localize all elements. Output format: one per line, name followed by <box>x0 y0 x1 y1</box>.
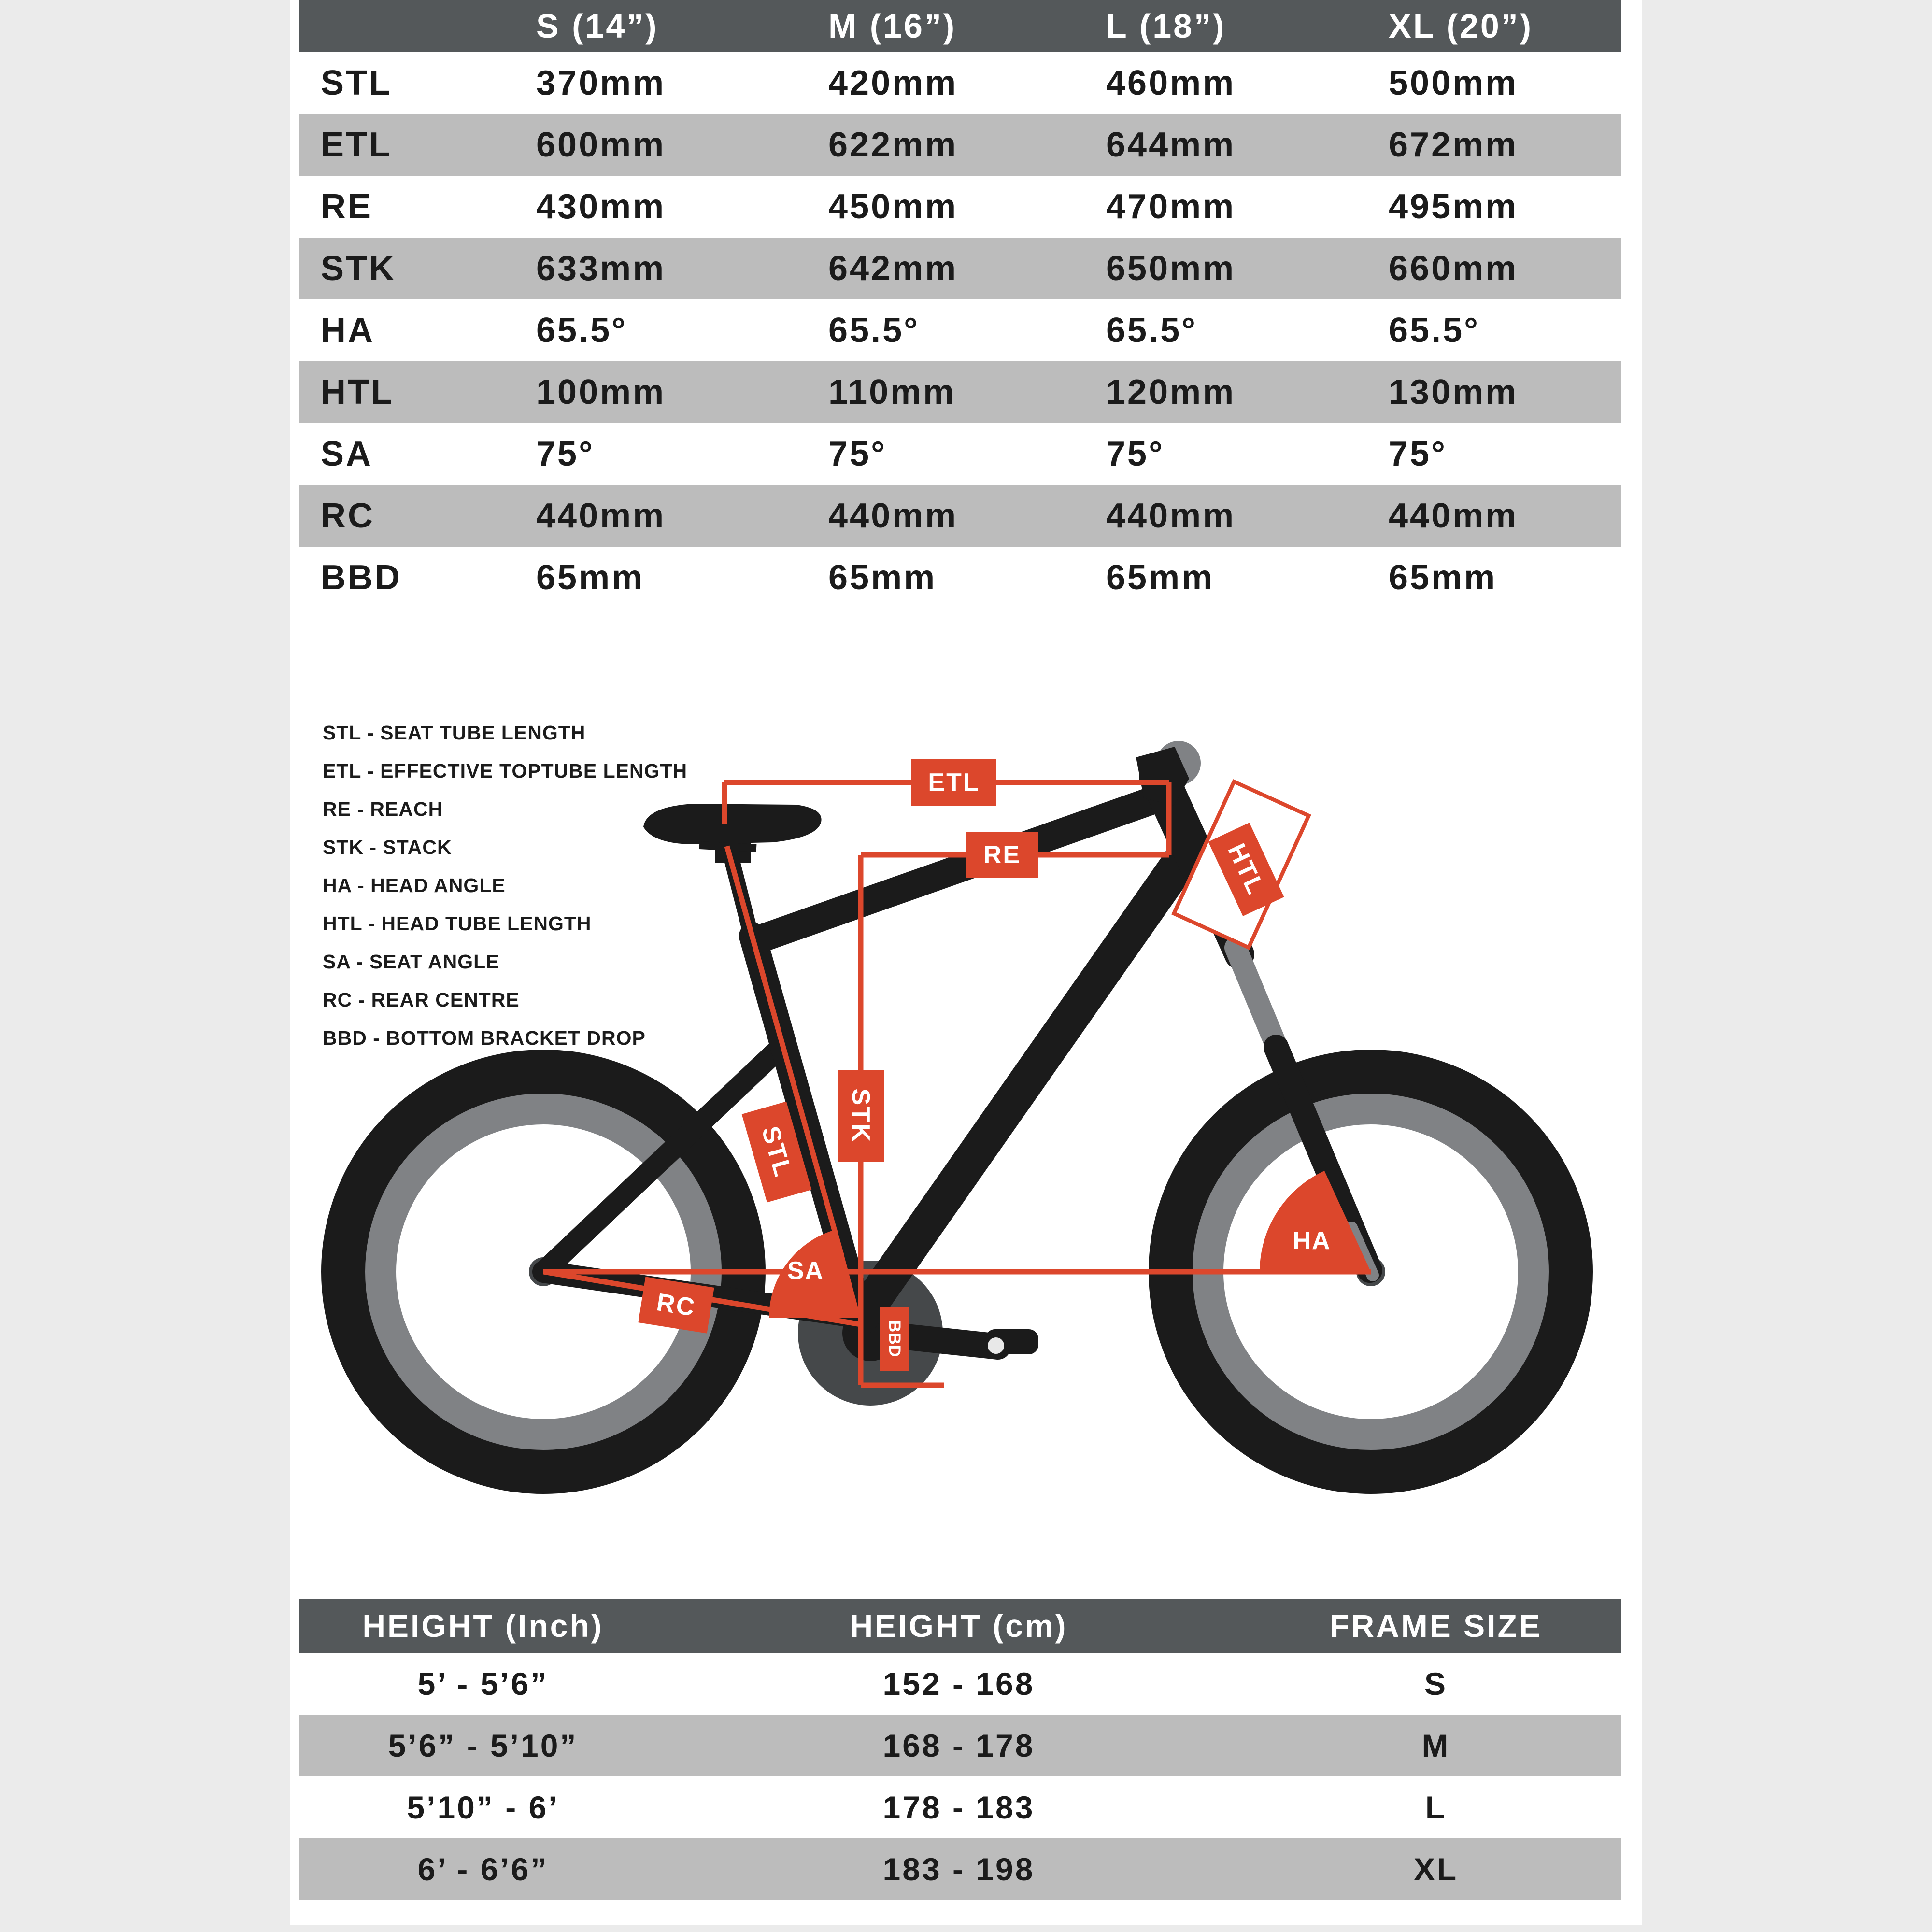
svg-text:RC: RC <box>654 1288 698 1322</box>
size-chart-table <box>299 1599 1621 1900</box>
geometry-value-cell: 100mm <box>536 373 666 412</box>
geometry-header-size-xl: XL (20”) <box>1389 7 1534 45</box>
geometry-row-label: HA <box>321 311 375 350</box>
geometry-value-cell: 65mm <box>1106 558 1215 597</box>
geometry-value-cell: 622mm <box>828 126 958 164</box>
geometry-row-re <box>299 176 1621 238</box>
geometry-value-cell: 420mm <box>828 64 958 102</box>
size-header-height-cm: HEIGHT (cm) <box>850 1608 1068 1644</box>
geometry-value-cell: 450mm <box>828 187 958 226</box>
geometry-value-cell: 672mm <box>1389 126 1519 164</box>
geometry-value-cell: 440mm <box>1106 497 1236 535</box>
svg-text:STK: STK <box>847 1088 875 1143</box>
geometry-value-cell: 370mm <box>536 64 666 102</box>
geometry-row-label: HTL <box>321 373 394 412</box>
geometry-value-cell: 440mm <box>828 497 958 535</box>
geometry-value-cell: 500mm <box>1389 64 1519 102</box>
geometry-value-cell: 460mm <box>1106 64 1236 102</box>
geometry-table <box>299 0 1621 609</box>
geometry-value-cell: 633mm <box>536 249 666 288</box>
size-chart-frame-size-cell: XL <box>1413 1851 1459 1887</box>
size-chart-height-cm-cell: 168 - 178 <box>882 1728 1035 1763</box>
ha-wedge-label: HA <box>1293 1227 1331 1255</box>
legend-line: HTL - HEAD TUBE LENGTH <box>323 912 592 935</box>
geometry-header-size-s: S (14”) <box>536 7 659 45</box>
svg-text:RE: RE <box>983 841 1022 869</box>
geometry-value-cell: 65.5° <box>1389 311 1480 350</box>
geometry-header-size-l: L (18”) <box>1106 7 1226 45</box>
etl-tag <box>911 759 996 806</box>
geometry-value-cell: 110mm <box>828 373 956 412</box>
geometry-table-header-row <box>299 0 1621 52</box>
size-header-height-inch: HEIGHT (Inch) <box>362 1608 604 1644</box>
geometry-value-cell: 65mm <box>536 558 645 597</box>
geometry-value-cell: 430mm <box>536 187 666 226</box>
geometry-row-label: RE <box>321 187 373 226</box>
svg-text:HTL: HTL <box>1222 839 1270 900</box>
size-chart-row-m <box>299 1715 1621 1776</box>
size-chart-row-s <box>299 1653 1621 1715</box>
size-chart-body <box>299 1653 1621 1900</box>
geometry-value-cell: 65.5° <box>536 311 627 350</box>
size-chart-row-l <box>299 1776 1621 1838</box>
geometry-value-cell: 75° <box>1106 435 1165 473</box>
geometry-row-label: ETL <box>321 126 392 164</box>
geometry-value-cell: 495mm <box>1389 187 1519 226</box>
size-chart-height-inch-cell: 5’6” - 5’10” <box>388 1728 578 1763</box>
geometry-row-rc <box>299 485 1621 547</box>
geometry-row-bbd <box>299 547 1621 609</box>
stk-tag <box>838 1070 884 1162</box>
size-chart-height-cm-cell: 152 - 168 <box>882 1666 1035 1702</box>
size-chart-height-cm-cell: 183 - 198 <box>882 1851 1035 1887</box>
geometry-row-stl <box>299 52 1621 114</box>
geometry-value-cell: 470mm <box>1106 187 1236 226</box>
geometry-value-cell: 650mm <box>1106 249 1236 288</box>
geometry-table-body <box>299 52 1621 609</box>
legend-line: HA - HEAD ANGLE <box>323 874 506 896</box>
geometry-row-label: RC <box>321 497 375 535</box>
geometry-value-cell: 440mm <box>536 497 666 535</box>
legend-line: ETL - EFFECTIVE TOPTUBE LENGTH <box>323 760 688 782</box>
geometry-value-cell: 600mm <box>536 126 666 164</box>
size-chart-height-inch-cell: 5’ - 5’6” <box>417 1666 549 1702</box>
legend-line: STK - STACK <box>323 836 452 858</box>
re-tag <box>966 832 1038 878</box>
sa-wedge-label: SA <box>787 1257 824 1285</box>
legend-line: RC - REAR CENTRE <box>323 989 520 1011</box>
size-chart-header-row <box>299 1599 1621 1653</box>
geometry-value-cell: 644mm <box>1106 126 1236 164</box>
size-header-frame-size: FRAME SIZE <box>1330 1608 1542 1644</box>
down-tube <box>861 856 1184 1318</box>
svg-text:STL: STL <box>756 1123 797 1181</box>
geometry-row-label: BBD <box>321 558 402 597</box>
saddle <box>643 804 822 863</box>
size-chart-height-inch-cell: 6’ - 6’6” <box>417 1851 549 1887</box>
geometry-value-cell: 65.5° <box>828 311 920 350</box>
legend-line: RE - REACH <box>323 798 443 820</box>
svg-text:ETL: ETL <box>928 768 980 796</box>
geometry-value-cell: 120mm <box>1106 373 1236 412</box>
geometry-row-label: STL <box>321 64 392 102</box>
geometry-row-label: SA <box>321 435 373 473</box>
geometry-value-cell: 75° <box>1389 435 1447 473</box>
geometry-value-cell: 130mm <box>1389 373 1519 412</box>
size-chart-height-inch-cell: 5’10” - 6’ <box>407 1790 559 1825</box>
legend-line: STL - SEAT TUBE LENGTH <box>323 722 586 744</box>
size-chart-frame-size-cell: M <box>1421 1728 1450 1763</box>
legend-line: SA - SEAT ANGLE <box>323 951 500 973</box>
bbd-tag <box>880 1307 909 1371</box>
bike-geometry-diagram <box>0 667 1932 1604</box>
geometry-value-cell: 75° <box>536 435 595 473</box>
size-chart-frame-size-cell: L <box>1425 1790 1447 1825</box>
geometry-row-htl <box>299 361 1621 423</box>
size-chart-frame-size-cell: S <box>1424 1666 1448 1702</box>
geometry-value-cell: 65mm <box>1389 558 1497 597</box>
geometry-value-cell: 642mm <box>828 249 958 288</box>
geometry-value-cell: 75° <box>828 435 887 473</box>
geometry-row-ha <box>299 299 1621 361</box>
geometry-value-cell: 660mm <box>1389 249 1519 288</box>
geometry-row-sa <box>299 423 1621 485</box>
geometry-row-etl <box>299 114 1621 176</box>
geometry-value-cell: 65mm <box>828 558 937 597</box>
legend-line: BBD - BOTTOM BRACKET DROP <box>323 1027 646 1049</box>
size-chart-height-cm-cell: 178 - 183 <box>882 1790 1035 1825</box>
geometry-row-stk <box>299 238 1621 299</box>
geometry-header-size-m: M (16”) <box>828 7 957 45</box>
geometry-row-label: STK <box>321 249 396 288</box>
geometry-value-cell: 440mm <box>1389 497 1519 535</box>
svg-text:BBD: BBD <box>885 1320 904 1358</box>
geometry-value-cell: 65.5° <box>1106 311 1197 350</box>
size-chart-row-xl <box>299 1838 1621 1900</box>
